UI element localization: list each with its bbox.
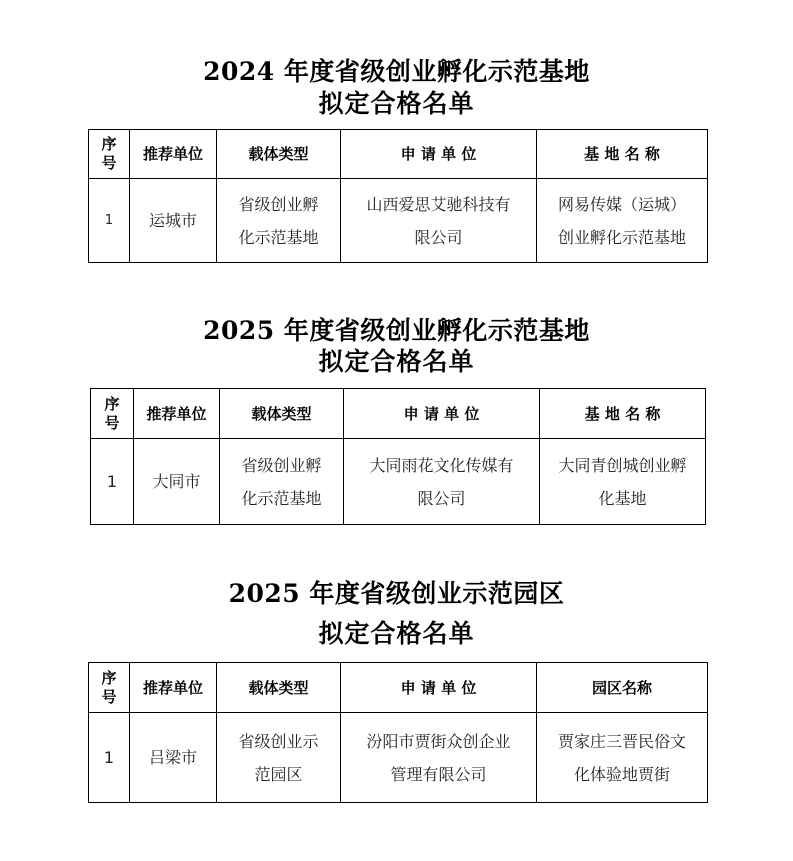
section-subtitle: 拟定合格名单 xyxy=(318,619,475,648)
row-recommender: 大同市 xyxy=(134,439,220,525)
header-applicant: 申 请 单 位 xyxy=(341,130,537,179)
row-park-name xyxy=(537,713,708,803)
table-header-row xyxy=(91,389,706,439)
row-carrier-type xyxy=(217,179,341,263)
carrier-line: 范园区 xyxy=(254,764,303,784)
row-carrier-type xyxy=(217,713,341,803)
table-row xyxy=(91,439,706,525)
row-applicant xyxy=(341,179,537,263)
list-table xyxy=(88,129,708,263)
base-name-line: 化基地 xyxy=(598,488,647,508)
applicant-line: 山西爱思艾驰科技有 xyxy=(366,194,511,214)
header-index-label: 序号 xyxy=(101,668,117,706)
carrier-line: 化示范基地 xyxy=(238,227,319,247)
header-index xyxy=(89,130,130,179)
row-recommender: 吕梁市 xyxy=(130,713,217,803)
applicant-line: 管理有限公司 xyxy=(390,764,487,784)
header-index-label: 序号 xyxy=(104,394,120,432)
header-recommender: 推荐单位 xyxy=(134,389,220,439)
carrier-line: 化示范基地 xyxy=(241,488,322,508)
park-name-line: 化体验地贾街 xyxy=(573,764,670,784)
applicant-line: 限公司 xyxy=(417,488,466,508)
row-index: 1 xyxy=(91,439,134,525)
table-header-row xyxy=(89,663,708,713)
table-row xyxy=(89,713,708,803)
carrier-line: 省级创业示 xyxy=(238,731,319,751)
list-table xyxy=(90,388,706,525)
header-recommender: 推荐单位 xyxy=(130,663,217,713)
header-carrier-type: 载体类型 xyxy=(217,663,341,713)
carrier-line: 省级创业孵 xyxy=(238,194,319,214)
section-subtitle: 拟定合格名单 xyxy=(318,347,475,376)
header-index xyxy=(89,663,130,713)
row-applicant xyxy=(341,713,537,803)
row-index: 1 xyxy=(89,179,130,263)
section-title: 2025 年度省级创业示范园区 xyxy=(228,579,565,608)
header-base-name: 基 地 名 称 xyxy=(540,389,706,439)
section-title: 2024 年度省级创业孵化示范基地 xyxy=(203,57,590,86)
base-name-line: 创业孵化示范基地 xyxy=(557,227,686,247)
park-name-line: 贾家庄三晋民俗文 xyxy=(557,731,686,751)
carrier-line: 省级创业孵 xyxy=(241,455,322,475)
header-park-name: 园区名称 xyxy=(537,663,708,713)
table-row xyxy=(89,179,708,263)
row-applicant xyxy=(344,439,540,525)
applicant-line: 大同雨花文化传媒有 xyxy=(369,455,514,475)
header-applicant: 申 请 单 位 xyxy=(344,389,540,439)
applicant-line: 限公司 xyxy=(414,227,463,247)
row-recommender: 运城市 xyxy=(130,179,217,263)
base-name-line: 网易传媒（运城） xyxy=(557,194,686,214)
header-carrier-type: 载体类型 xyxy=(217,130,341,179)
applicant-line: 汾阳市贾街众创企业 xyxy=(366,731,511,751)
header-index-label: 序号 xyxy=(101,135,117,172)
section-subtitle: 拟定合格名单 xyxy=(318,89,475,118)
section-title: 2025 年度省级创业孵化示范基地 xyxy=(203,316,590,345)
header-index xyxy=(91,389,134,439)
header-base-name: 基 地 名 称 xyxy=(537,130,708,179)
row-index: 1 xyxy=(89,713,130,803)
row-base-name xyxy=(540,439,706,525)
row-carrier-type xyxy=(220,439,344,525)
base-name-line: 大同青创城创业孵 xyxy=(558,455,687,475)
header-carrier-type: 载体类型 xyxy=(220,389,344,439)
list-table xyxy=(88,662,708,803)
header-recommender: 推荐单位 xyxy=(130,130,217,179)
row-base-name xyxy=(537,179,708,263)
header-applicant: 申 请 单 位 xyxy=(341,663,537,713)
table-header-row xyxy=(89,130,708,179)
